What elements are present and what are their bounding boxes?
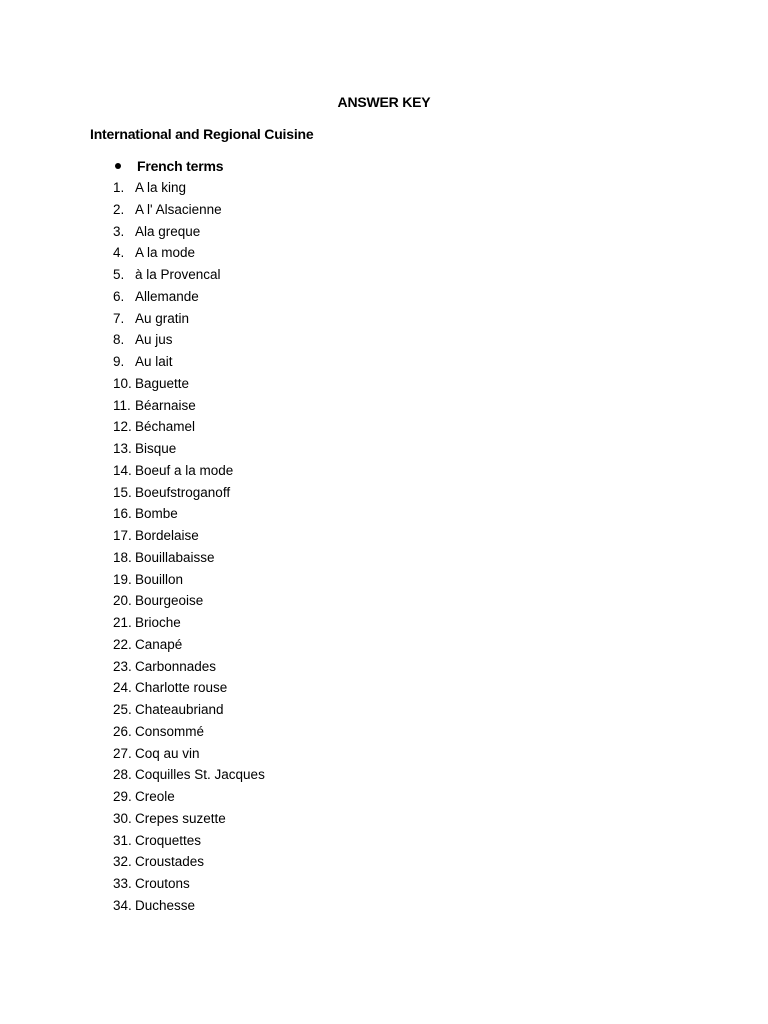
- list-item-number: 24.: [113, 680, 132, 696]
- list-item: [113, 396, 265, 418]
- list-item: [113, 678, 265, 700]
- list-item-number: 4.: [113, 245, 125, 261]
- list-item-text: Bouillabaisse: [135, 549, 215, 565]
- list-item: [113, 896, 265, 918]
- list-item-number: 33.: [113, 876, 132, 891]
- list-item-number: 25.: [113, 702, 132, 717]
- list-item: [113, 483, 265, 505]
- list-item: [113, 526, 265, 548]
- list-item-number: 27.: [113, 745, 132, 761]
- list-item-number: 2.: [113, 201, 125, 217]
- list-item: [113, 570, 265, 592]
- list-item: [113, 548, 265, 570]
- list-item: [113, 765, 265, 787]
- terms-list: [113, 178, 265, 918]
- list-item-text: Creole: [135, 789, 175, 804]
- list-item-text: Boeuf a la mode: [135, 462, 234, 478]
- list-item: [113, 265, 265, 287]
- list-item: [113, 243, 265, 265]
- bullet-label: French terms: [137, 158, 224, 174]
- page-title: ANSWER KEY: [337, 94, 431, 110]
- list-item-number: 32.: [113, 854, 132, 870]
- list-item-number: 9.: [113, 354, 125, 369]
- list-item-text: à la Provencal: [135, 267, 221, 282]
- list-item-text: Crepes suzette: [135, 810, 226, 826]
- list-item-text: Bombe: [135, 506, 178, 522]
- list-item-number: 22.: [113, 636, 132, 652]
- list-item-text: Baguette: [135, 375, 190, 391]
- bullet-item: [113, 156, 223, 176]
- list-item-text: Canapé: [135, 636, 183, 652]
- list-item: [113, 722, 265, 744]
- list-item-text: Béarnaise: [135, 397, 196, 413]
- list-item: [113, 309, 265, 331]
- list-item-number: 11.: [113, 397, 131, 413]
- list-item-number: 12.: [113, 419, 132, 435]
- list-item-text: Ala greque: [135, 223, 201, 239]
- list-item-text: Charlotte rouse: [135, 680, 228, 696]
- list-item-number: 23.: [113, 658, 132, 674]
- list-item-number: 16.: [113, 506, 132, 522]
- list-item-number: 30.: [113, 810, 132, 826]
- list-item-text: Au gratin: [135, 310, 190, 326]
- list-item-number: 10.: [113, 375, 132, 391]
- list-item: [113, 874, 265, 896]
- list-item-text: Brioche: [135, 615, 181, 630]
- list-item-number: 29.: [113, 789, 132, 804]
- list-item-number: 26.: [113, 723, 132, 739]
- list-item-text: Consommé: [135, 723, 205, 739]
- list-item-text: Au jus: [135, 332, 173, 348]
- list-item-number: 7.: [113, 310, 125, 326]
- list-item: [113, 178, 265, 200]
- list-item-number: 31.: [113, 832, 132, 848]
- list-item: [113, 635, 265, 657]
- list-item: [113, 200, 265, 222]
- list-item: [113, 504, 265, 526]
- list-item-text: A la king: [135, 180, 187, 195]
- list-item: [113, 613, 265, 635]
- list-item-number: 20.: [113, 593, 132, 609]
- list-item-text: Allemande: [135, 288, 199, 304]
- list-item: [113, 657, 265, 679]
- list-item: [113, 330, 265, 352]
- list-item-text: Duchesse: [135, 897, 196, 913]
- list-item-number: 14.: [113, 462, 132, 478]
- list-item-text: Bourgeoise: [135, 593, 204, 609]
- list-item-text: Bouillon: [135, 571, 184, 587]
- list-item: [113, 417, 265, 439]
- list-item: [113, 787, 265, 809]
- list-item: [113, 809, 265, 831]
- list-item: [113, 222, 265, 244]
- list-item: [113, 374, 265, 396]
- list-item-text: Coq au vin: [135, 745, 200, 761]
- list-item-text: A la mode: [135, 245, 196, 261]
- list-item-text: Croquettes: [135, 832, 202, 848]
- list-item-number: 3.: [113, 223, 125, 239]
- list-item-number: 1.: [113, 180, 125, 195]
- section-heading: International and Regional Cuisine: [90, 126, 314, 142]
- list-item-text: Coquilles St. Jacques: [135, 767, 265, 783]
- list-item-number: 13.: [113, 441, 132, 456]
- list-item-number: 8.: [113, 332, 125, 348]
- list-item: [113, 700, 265, 722]
- list-item: [113, 852, 265, 874]
- list-item-number: 17.: [113, 528, 132, 543]
- list-item-text: Croutons: [135, 876, 190, 891]
- list-item-number: 15.: [113, 484, 132, 500]
- list-item-number: 5.: [113, 267, 125, 282]
- list-item: [113, 831, 265, 853]
- list-item-text: Bordelaise: [135, 528, 199, 543]
- bullet-icon: [115, 163, 121, 169]
- list-item-number: 18.: [113, 549, 132, 565]
- list-item: [113, 461, 265, 483]
- list-item-text: Boeufstroganoff: [135, 484, 231, 500]
- list-item-text: Bisque: [135, 441, 177, 456]
- list-item-number: 19.: [113, 571, 132, 587]
- list-item: [113, 439, 265, 461]
- list-item-text: Au lait: [135, 354, 173, 369]
- list-item: [113, 352, 265, 374]
- list-item-text: Croustades: [135, 854, 205, 870]
- list-item-number: 21.: [113, 615, 132, 630]
- list-item-number: 28.: [113, 767, 132, 783]
- list-item-text: A l' Alsacienne: [135, 201, 222, 217]
- list-item-text: Béchamel: [135, 419, 196, 435]
- list-item: [113, 591, 265, 613]
- list-item-text: Chateaubriand: [135, 702, 224, 717]
- list-item: [113, 744, 265, 766]
- list-item-number: 6.: [113, 288, 125, 304]
- list-item-text: Carbonnades: [135, 658, 217, 674]
- list-item: [113, 287, 265, 309]
- list-item-number: 34.: [113, 897, 132, 913]
